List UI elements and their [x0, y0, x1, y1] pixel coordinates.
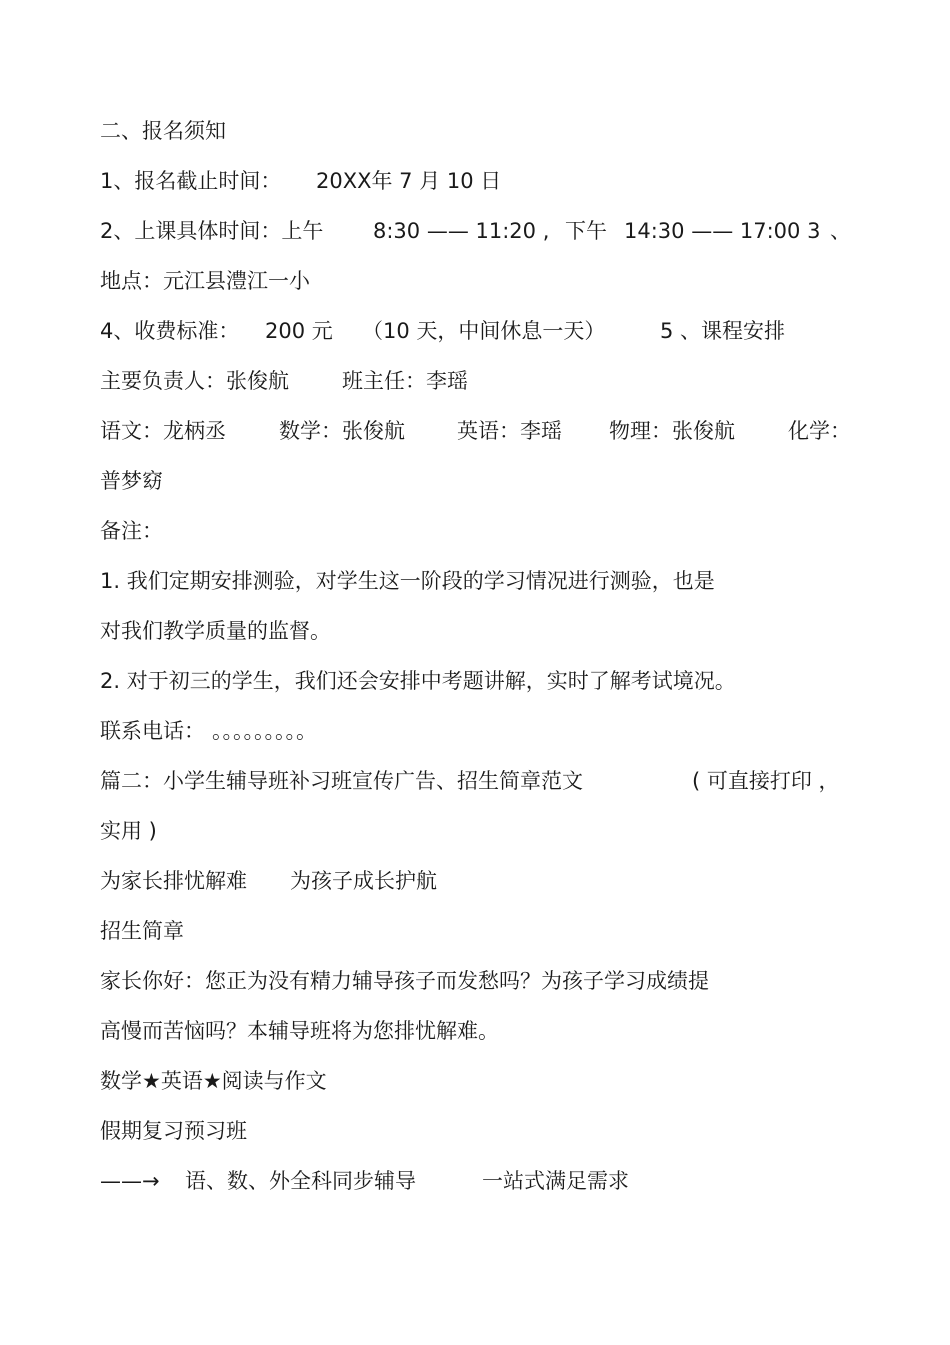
remark-2: 2. 对于初三的学生，我们还会安排中考题讲解，实时了解考试境况。 — [100, 669, 736, 693]
course-arrangement: 5 、课程安排 — [660, 319, 786, 343]
deadline-value: 20XX年 7 月 10 日 — [316, 169, 502, 193]
afternoon-label: 下午 — [565, 219, 607, 243]
remark-1b: 对我们教学质量的监督。 — [100, 619, 331, 643]
part-two-title: 篇二：小学生辅导班补习班宣传广告、招生简章范文 — [100, 769, 583, 793]
brochure-title: 招生简章 — [100, 919, 184, 943]
arrow-icon: ——→ — [100, 1169, 160, 1193]
head-teacher: 班主任：李瑶 — [342, 369, 468, 393]
fee-label: 4、收费标准： — [100, 319, 240, 343]
slogan-a: 为家长排忧解难 — [100, 869, 247, 893]
slogan-b: 为孩子成长护航 — [290, 869, 437, 893]
phone-label: 联系电话： — [100, 719, 205, 743]
phone-value: 。。。。。。。。。 — [212, 719, 317, 743]
remark-1a: 1. 我们定期安排测验，对学生这一阶段的学习情况进行测验，也是 — [100, 569, 715, 593]
part-two-tail2: 实用 ) — [100, 819, 157, 843]
subjects-line: 数学★英语★阅读与作文 — [100, 1069, 327, 1093]
section-title: 二、报名须知 — [100, 119, 226, 143]
tutoring-line: 语、数、外全科同步辅导 — [185, 1169, 416, 1193]
fee-note: （10 天，中间休息一天） — [362, 319, 606, 343]
morning-time: 8:30 —— 11:20 , — [373, 219, 550, 243]
subject-chemistry: 化学： — [788, 419, 851, 443]
chemistry-teacher: 普梦窈 — [100, 469, 163, 493]
fee-value: 200 元 — [265, 319, 333, 343]
location: 地点：元江县澧江一小 — [100, 269, 310, 293]
deadline-label: 1、报名截止时间： — [100, 169, 282, 193]
one-stop-line: 一站式满足需求 — [482, 1169, 629, 1193]
afternoon-time: 14:30 —— 17:00 3 — [624, 219, 821, 243]
lead-teacher: 主要负责人：张俊航 — [100, 369, 289, 393]
class-name: 假期复习预习班 — [100, 1119, 247, 1143]
schedule-label: 2、上课具体时间：上午 — [100, 219, 324, 243]
part-two-tail: ( 可直接打印 ， — [692, 769, 840, 793]
subject-math: 数学：张俊航 — [279, 419, 405, 443]
greeting-b: 高慢而苦恼吗？本辅导班将为您排忧解难。 — [100, 1019, 499, 1043]
subject-english: 英语：李瑶 — [457, 419, 562, 443]
schedule-separator: 、 — [830, 219, 851, 243]
subject-physics: 物理：张俊航 — [609, 419, 735, 443]
greeting-a: 家长你好：您正为没有精力辅导孩子而发愁吗？为孩子学习成绩提 — [100, 969, 709, 993]
remark-title: 备注： — [100, 519, 163, 543]
subject-chinese: 语文：龙柄丞 — [100, 419, 226, 443]
